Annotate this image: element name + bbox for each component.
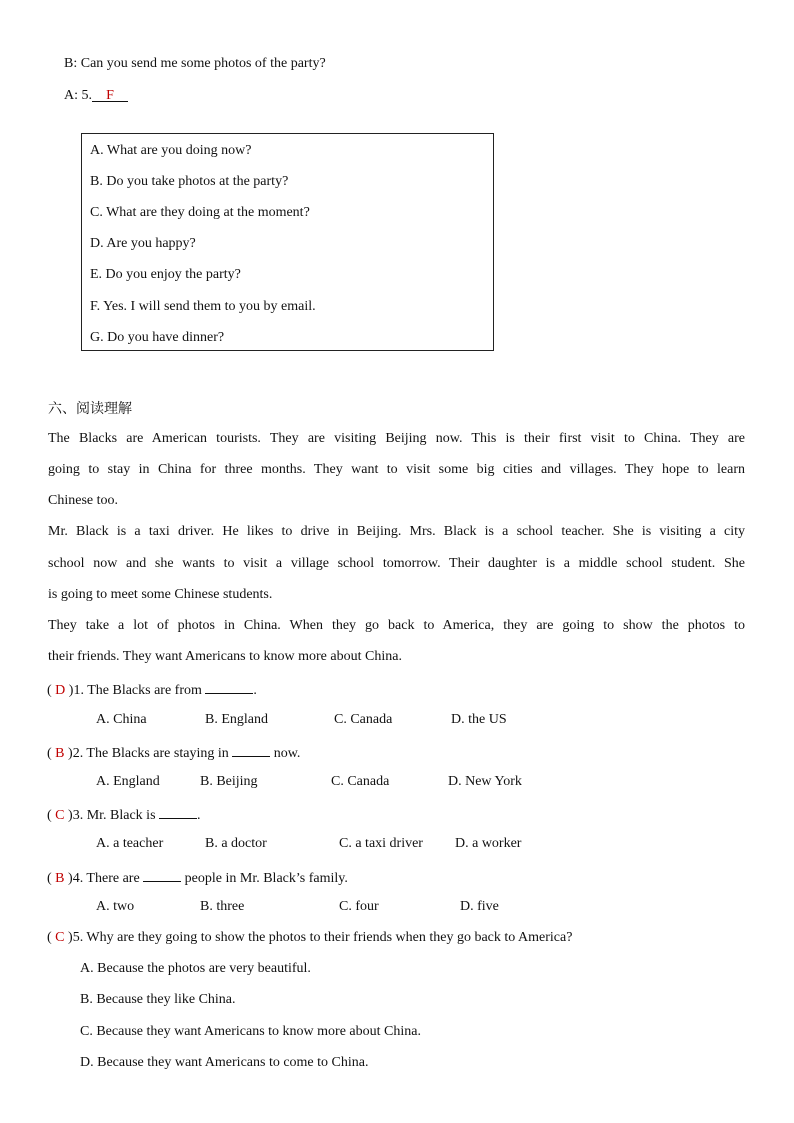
passage-line-4: Mr. Black is a taxi driver. He likes to drive in Beijing. Mrs. Black is a school teacher. She is visiting a city bbox=[48, 524, 745, 539]
option-d: D. Are you happy? bbox=[90, 236, 196, 251]
question-1-text: 1. The Blacks are from bbox=[73, 683, 202, 698]
dialog-line-b: B: Can you send me some photos of the party? bbox=[64, 56, 326, 71]
passage-line-1: The Blacks are American tourists. They are visiting Beijing now. This is their first visit to China. They are bbox=[48, 431, 745, 446]
question-3: ( C )3. Mr. Black is . bbox=[47, 805, 201, 824]
q4-choice-d: D. five bbox=[460, 899, 499, 914]
option-a: A. What are you doing now? bbox=[90, 143, 252, 158]
q3-choice-d: D. a worker bbox=[455, 836, 522, 851]
question-1-answer: D bbox=[55, 683, 66, 698]
q3-choice-a: A. a teacher bbox=[96, 836, 164, 851]
question-4-text: 4. There are bbox=[72, 871, 140, 886]
question-3-text: 3. Mr. Black is bbox=[72, 808, 156, 823]
question-4-blank bbox=[143, 868, 181, 882]
question-2-blank bbox=[232, 743, 270, 757]
question-2: ( B )2. The Blacks are staying in now. bbox=[47, 743, 300, 762]
q4-choice-a: A. two bbox=[96, 899, 135, 914]
options-box bbox=[81, 133, 494, 351]
q1-choice-b: B. England bbox=[205, 712, 268, 727]
q1-choice-c: C. Canada bbox=[334, 712, 393, 727]
dialog-line-a bbox=[64, 88, 128, 104]
question-1-blank bbox=[205, 680, 253, 694]
q2-choice-a: A. England bbox=[96, 774, 160, 789]
option-f: F. Yes. I will send them to you by email. bbox=[90, 299, 316, 314]
q1-choice-d: D. the US bbox=[451, 712, 507, 727]
passage-line-2: going to stay in China for three months. They want to visit some big cities and villages. They hope to learn bbox=[48, 462, 745, 477]
q5-choice-d: D. Because they want Americans to come to China. bbox=[80, 1055, 369, 1070]
question-5-text: 5. Why are they going to show the photos to their friends when they go back to America? bbox=[72, 930, 573, 945]
option-g: G. Do you have dinner? bbox=[90, 330, 225, 345]
q2-choice-d: D. New York bbox=[448, 774, 522, 789]
question-4-answer: B bbox=[55, 871, 65, 886]
question-3-answer: C bbox=[55, 808, 65, 823]
question-2-answer: B bbox=[55, 746, 65, 761]
passage-line-7: They take a lot of photos in China. When they go back to America, they are going to show the photos to bbox=[48, 618, 745, 633]
q5-choice-b: B. Because they like China. bbox=[80, 992, 236, 1007]
q4-choice-b: B. three bbox=[200, 899, 245, 914]
q4-choice-c: C. four bbox=[339, 899, 379, 914]
question-1: ( D )1. The Blacks are from . bbox=[47, 680, 257, 699]
question-3-blank bbox=[159, 805, 197, 819]
passage-line-5: school now and she wants to visit a village school tomorrow. Their daughter is a middle school student. She bbox=[48, 556, 745, 571]
q5-choice-c: C. Because they want Americans to know more about China. bbox=[80, 1024, 421, 1039]
question-5: ( C )5. Why are they going to show the photos to their friends when they go back to America? bbox=[47, 930, 573, 945]
q5-choice-a: A. Because the photos are very beautiful. bbox=[80, 961, 311, 976]
q3-choice-c: C. a taxi driver bbox=[339, 836, 423, 851]
option-b: B. Do you take photos at the party? bbox=[90, 174, 289, 189]
passage-line-6: is going to meet some Chinese students. bbox=[48, 587, 273, 602]
dialog-line-a-prefix: A: 5. bbox=[64, 88, 92, 103]
passage-line-8: their friends. They want Americans to know more about China. bbox=[48, 649, 402, 664]
q1-choice-a: A. China bbox=[96, 712, 147, 727]
question-4: ( B )4. There are people in Mr. Black’s family. bbox=[47, 868, 348, 887]
option-c: C. What are they doing at the moment? bbox=[90, 205, 310, 220]
answer-5: F bbox=[106, 88, 114, 103]
q3-choice-b: B. a doctor bbox=[205, 836, 267, 851]
q2-choice-c: C. Canada bbox=[331, 774, 390, 789]
question-5-answer: C bbox=[55, 930, 65, 945]
option-e: E. Do you enjoy the party? bbox=[90, 267, 241, 282]
passage-line-3: Chinese too. bbox=[48, 493, 118, 508]
q2-choice-b: B. Beijing bbox=[200, 774, 258, 789]
answer-blank-5 bbox=[92, 88, 128, 102]
question-2-text: 2. The Blacks are staying in bbox=[72, 746, 229, 761]
section-title: 六、阅读理解 bbox=[48, 401, 132, 417]
